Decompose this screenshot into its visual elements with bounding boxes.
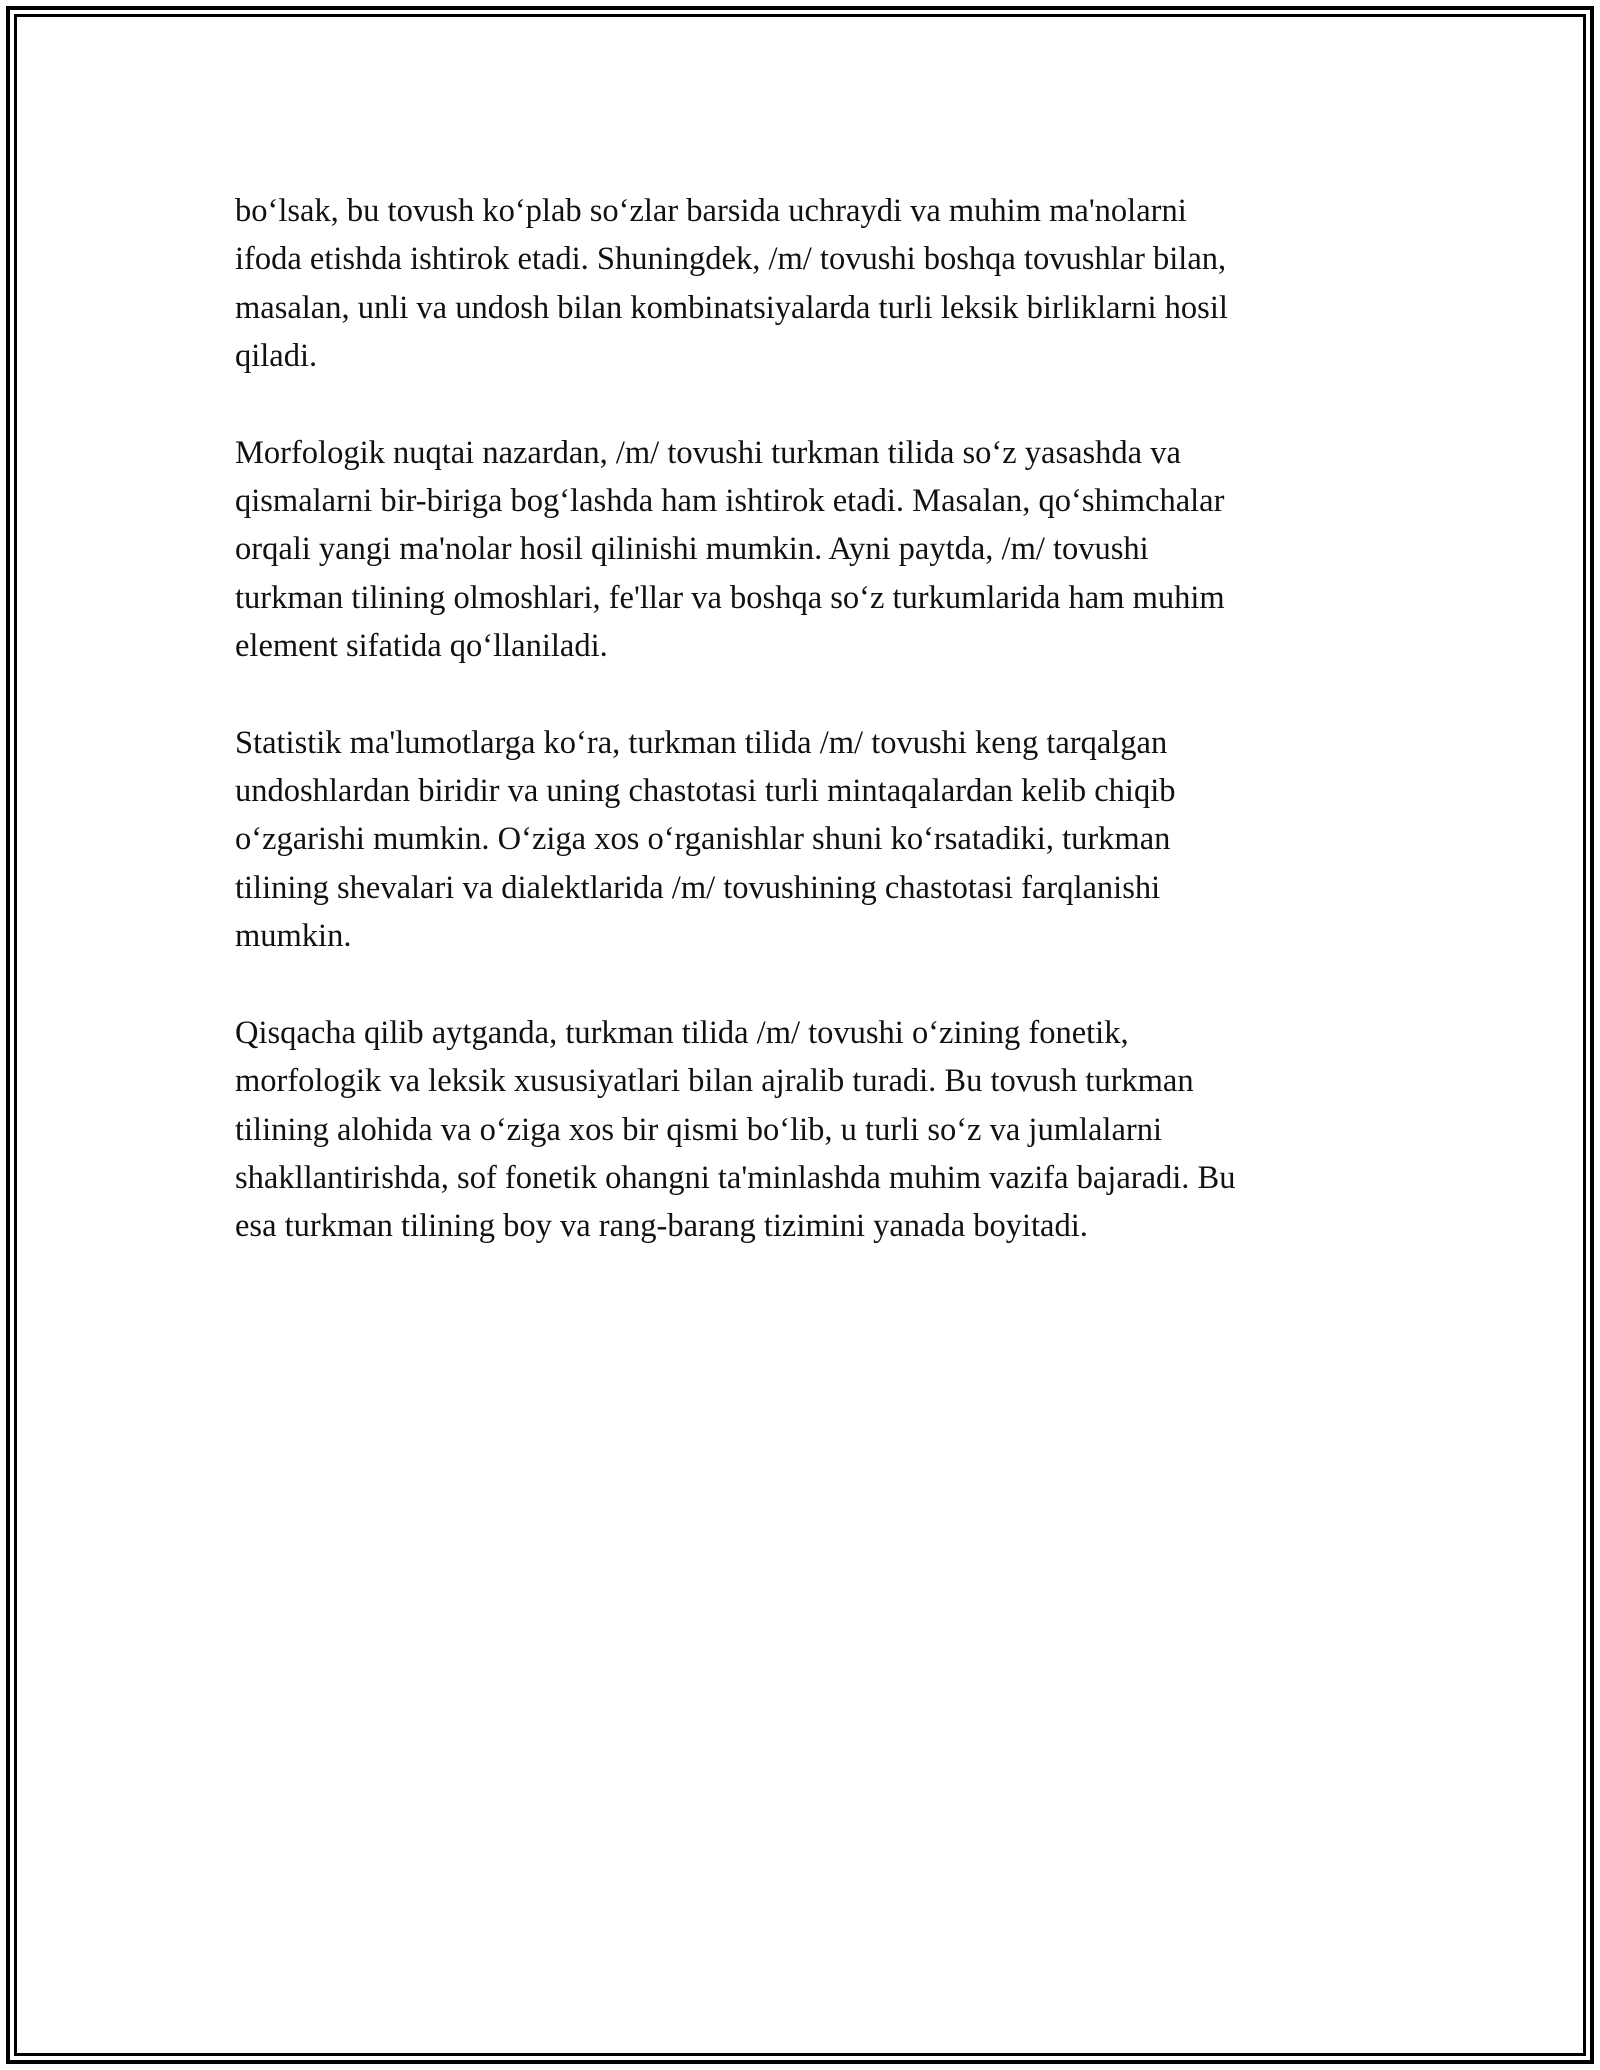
text-line: o‘zgarishi mumkin. O‘ziga xos o‘rganishlar shuni ko‘rsatadiki, turkman [235,821,1171,858]
text-line: ifoda etishda ishtirok etadi. Shuningdek, /m/ tovushi boshqa tovushlar bilan, [235,241,1227,278]
text-line: morfologik va leksik xususiyatlari bilan ajralib turadi. Bu tovush turkman [235,1063,1194,1100]
text-line: masalan, unli va undosh bilan kombinatsiyalarda turli leksik birliklarni hosil [235,289,1228,326]
paragraph-2 [235,429,1385,671]
text-line: element sifatida qo‘llaniladi. [235,628,608,665]
text-line: shakllantirishda, sof fonetik ohangni ta'minlashda muhim vazifa bajaradi. Bu [235,1159,1236,1196]
text-line: turkman tilining olmoshlari, fe'llar va boshqa so‘z turkumlarida ham muhim [235,579,1225,616]
paragraph-3 [235,719,1385,961]
paragraph-4 [235,1009,1385,1251]
text-line: mumkin. [235,918,352,955]
text-line: Statistik ma'lumotlarga ko‘ra, turkman tilida /m/ tovushi keng tarqalgan [235,724,1168,761]
text-line: tilining shevalari va dialektlarida /m/ tovushining chastotasi farqlanishi [235,869,1161,906]
text-line: esa turkman tilining boy va rang-barang tizimini yanada boyitadi. [235,1208,1088,1245]
text-line: orqali yangi ma'nolar hosil qilinishi mumkin. Ayni paytda, /m/ tovushi [235,531,1149,568]
paragraph-1 [235,187,1385,381]
text-line: qismalarni bir-biriga bog‘lashda ham ishtirok etadi. Masalan, qo‘shimchalar [235,483,1225,520]
text-line: qiladi. [235,338,318,375]
text-line: Morfologik nuqtai nazardan, /m/ tovushi turkman tilida so‘z yasashda va [235,434,1181,471]
text-line: tilining alohida va o‘ziga xos bir qismi bo‘lib, u turli so‘z va jumlalarni [235,1111,1162,1148]
text-line: Qisqacha qilib aytganda, turkman tilida /m/ tovushi o‘zining fonetik, [235,1014,1129,1051]
text-line: bo‘lsak, bu tovush ko‘plab so‘zlar barsida uchraydi va muhim ma'nolarni [235,193,1187,229]
document-body [235,187,1385,1299]
text-line: undoshlardan biridir va uning chastotasi turli mintaqalardan kelib chiqib [235,773,1176,810]
